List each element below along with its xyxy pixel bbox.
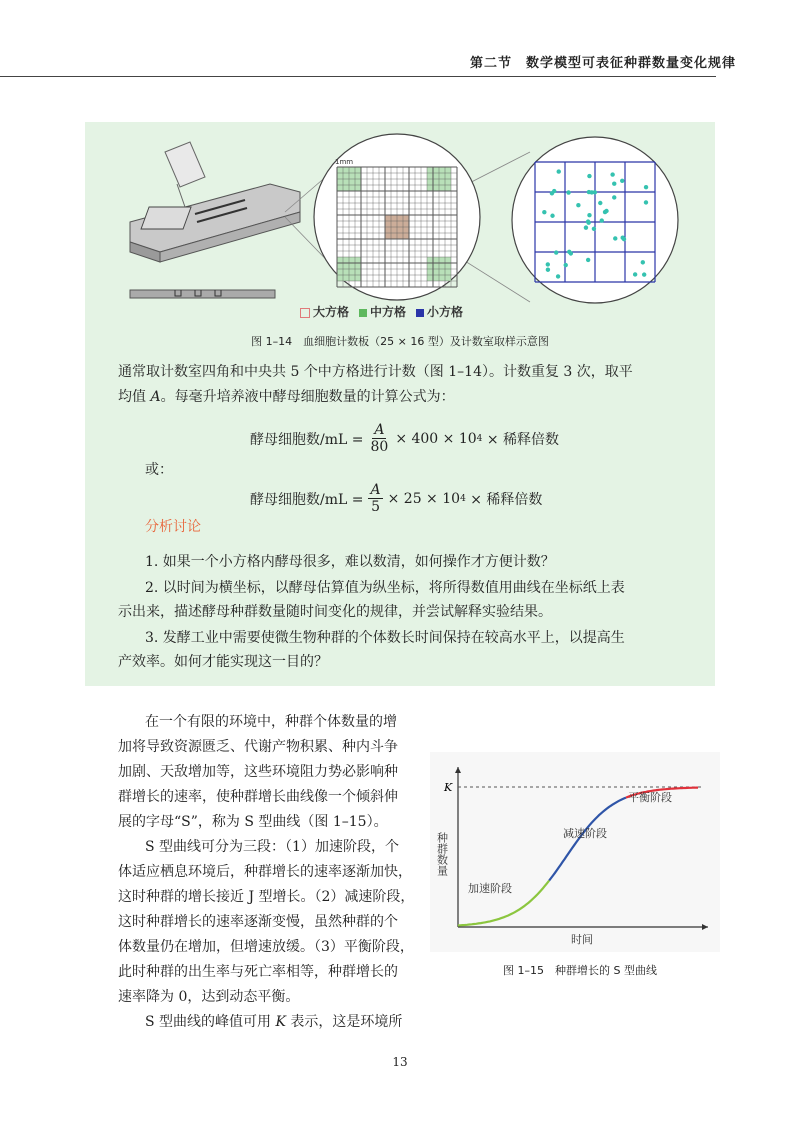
question-3-line1: 3. 发酵工业中需要使微生物种群的个体数长时间保持在较高水平上，以提高生 bbox=[145, 630, 625, 646]
yeast-cell bbox=[592, 227, 596, 231]
question-3-line2: 产效率。如何才能实现这一目的？ bbox=[118, 654, 328, 670]
or-label: 或： bbox=[145, 462, 173, 478]
formula-2: 酵母细胞数/mL = $\frac{A}{5}$ × 25 × 10 4 × 稀释倍数 bbox=[250, 482, 543, 515]
body-line: S 型曲线的峰值可用 K 表示，这是环境所 bbox=[145, 1014, 403, 1030]
body-line: 群增长的速率，使种群增长曲线像一个倾斜伸 bbox=[118, 789, 398, 805]
yeast-cell bbox=[567, 250, 571, 254]
segment-label-decelerating: 减速阶段 bbox=[563, 827, 607, 840]
yeast-cell bbox=[576, 203, 580, 207]
yeast-cell bbox=[564, 263, 568, 267]
question-1: 1. 如果一个小方格内酵母很多，难以数清，如何操作才方便计数？ bbox=[145, 554, 555, 570]
body-line: 加剧、天敌增加等，这些环境阻力势必影响种 bbox=[118, 764, 398, 780]
yeast-cell bbox=[557, 169, 561, 173]
yeast-cell bbox=[633, 272, 637, 276]
box-para-line1: 通常取计数室四角和中央共 5 个中方格进行计数（图 1–14）。计数重复 3 次，取平 bbox=[118, 364, 633, 380]
body-line: 这时种群的增长接近 J 型增长。（2）减速阶段， bbox=[118, 889, 415, 905]
yeast-cell bbox=[590, 190, 594, 194]
legend-item-small: 小方格 bbox=[416, 303, 463, 320]
legend-item-medium: 中方格 bbox=[359, 303, 406, 320]
yeast-cell bbox=[552, 189, 556, 193]
k-label: K bbox=[444, 781, 453, 794]
page-number: 13 bbox=[392, 1055, 408, 1069]
yeast-cell bbox=[586, 258, 590, 262]
body-line: 加将导致资源匮乏、代谢产物积累、种内斗争 bbox=[118, 739, 398, 755]
yeast-cell bbox=[598, 201, 602, 205]
yeast-cell bbox=[644, 185, 648, 189]
body-line: 此时种群的出生率与死亡率相等，种群增长的 bbox=[118, 964, 398, 980]
yeast-cell bbox=[566, 190, 570, 194]
body-line: 体适应栖息环境后，种群增长的速率逐渐加快， bbox=[118, 864, 412, 880]
formula-1: 酵母细胞数/mL = $\frac{A}{80}$ × 400 × 10 4 × 稀释倍数 bbox=[250, 422, 560, 455]
yeast-cell bbox=[610, 172, 614, 176]
header-rule bbox=[0, 76, 716, 77]
x-axis-label: 时间 bbox=[571, 933, 593, 946]
box-para-line2: 均值 A。每毫升培养液中酵母细胞数量的计算公式为： bbox=[118, 389, 455, 405]
body-line: 展的字母“S”，称为 S 型曲线（图 1–15）。 bbox=[118, 814, 388, 830]
chart-background bbox=[430, 752, 720, 952]
figure-1-15 bbox=[430, 752, 720, 952]
yeast-cell bbox=[612, 181, 616, 185]
counting-chamber-illustration bbox=[130, 142, 300, 298]
question-2-line2: 示出来，描述酵母种群数量随时间变化的规律，并尝试解释实验结果。 bbox=[118, 604, 552, 620]
yeast-cell bbox=[644, 200, 648, 204]
yeast-cell bbox=[584, 225, 588, 229]
yeast-cell bbox=[621, 236, 625, 240]
legend-item-large: 大方格 bbox=[300, 303, 349, 320]
body-line: 速率降为 0，达到动态平衡。 bbox=[118, 989, 300, 1005]
question-2-line1: 2. 以时间为横坐标，以酵母估算值为纵坐标，将所得数值用曲线在坐标纸上表 bbox=[145, 580, 625, 596]
yeast-cell bbox=[550, 214, 554, 218]
yeast-cell bbox=[612, 195, 616, 199]
segment-label-equilibrium: 平衡阶段 bbox=[628, 791, 672, 804]
y-axis-label: 种群数量 bbox=[435, 832, 449, 876]
body-line: S 型曲线可分为三段：（1）加速阶段，个 bbox=[145, 839, 399, 855]
scale-label: 1mm bbox=[335, 158, 354, 166]
yeast-cell bbox=[546, 268, 550, 272]
yeast-cell bbox=[554, 250, 558, 254]
body-line: 在一个有限的环境中，种群个体数量的增 bbox=[145, 714, 397, 730]
yeast-cell bbox=[587, 213, 591, 217]
yeast-cell bbox=[586, 219, 590, 223]
yeast-cell bbox=[604, 209, 608, 213]
yeast-cell bbox=[613, 236, 617, 240]
running-header: 第二节 数学模型可表征种群数量变化规律 bbox=[469, 56, 736, 71]
body-line: 这时种群增长的速率逐渐变慢，虽然种群的个 bbox=[118, 914, 398, 930]
figure-caption-1-15: 图 1–15 种群增长的 S 型曲线 bbox=[503, 964, 657, 977]
body-line: 体数量仍在增加，但增速放缓。（3）平衡阶段， bbox=[118, 939, 414, 955]
yeast-cell bbox=[600, 218, 604, 222]
yeast-cell bbox=[620, 179, 624, 183]
yeast-cell bbox=[587, 174, 591, 178]
yeast-cell bbox=[641, 260, 645, 264]
yeast-cell bbox=[642, 272, 646, 276]
yeast-cell bbox=[556, 274, 560, 278]
figure-caption-1-14: 图 1–14 血细胞计数板（25 × 16 型）及计数室取样示意图 bbox=[251, 335, 549, 348]
yeast-cell bbox=[542, 210, 546, 214]
figure-legend bbox=[300, 303, 463, 320]
segment-label-accelerating: 加速阶段 bbox=[468, 882, 512, 895]
counting-grid bbox=[337, 167, 457, 287]
figure-1-14 bbox=[85, 122, 715, 332]
discussion-title: 分析讨论 bbox=[145, 519, 201, 535]
yeast-cell bbox=[546, 262, 550, 266]
